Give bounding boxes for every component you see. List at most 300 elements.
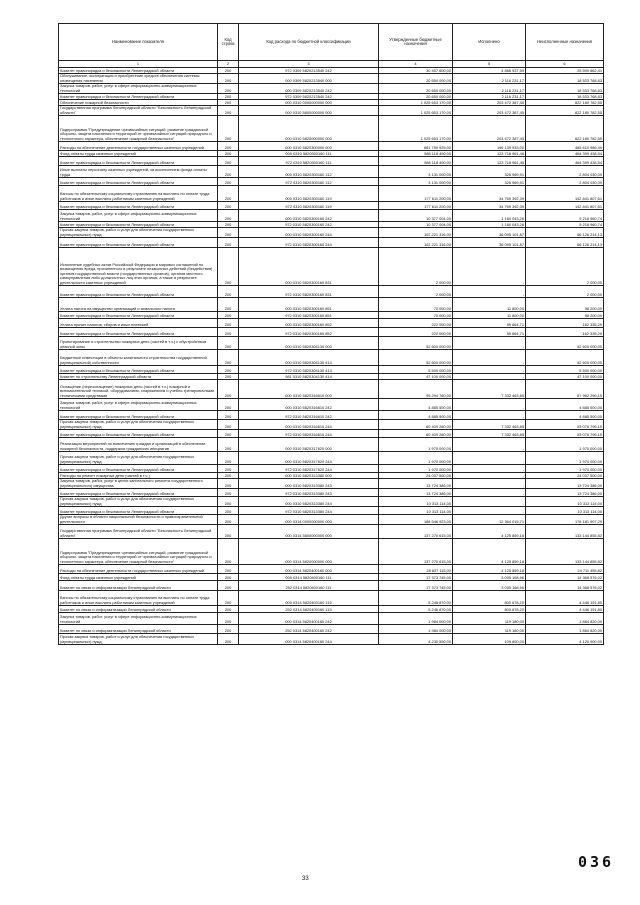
table-row <box>59 366 604 374</box>
column-index: 5 <box>453 61 526 68</box>
row-budget-code: 000 0310 5820313380 244 <box>239 497 379 507</box>
row-executed: 4 125 859,18 <box>453 539 526 565</box>
row-line-code: 200 <box>218 525 239 539</box>
row-line-code: 200 <box>218 399 239 411</box>
row-unexecuted: 142 841 807,61 <box>526 202 604 210</box>
table-row <box>59 186 604 202</box>
row-indicator-name: Подпрограмма "Предупреждение чрезвычайных ситуаций, развитие гражданской обороны, защита населения и территорий от чрезвычайных ситуаций природного и техногенного характера, обеспечение пожарной безопасности" <box>59 539 218 565</box>
row-line-code: 200 <box>218 366 239 374</box>
row-approved: 60 409 260,00 <box>379 430 453 438</box>
column-index-row <box>59 61 604 68</box>
row-unexecuted: 18 533 768,83 <box>526 94 604 100</box>
row-budget-code: 972 0310 5820317620 244 <box>239 465 379 473</box>
row-executed: 123 718 961,46 <box>453 151 526 157</box>
row-indicator-name: Фонд оплаты труда казенных учреждений <box>59 151 218 157</box>
row-executed: 59 664,71 <box>453 319 526 328</box>
row-indicator-name: Оснащение (переоснащение) пожарных депо (частей в т.ч.) пожарной и вспомогательной техникой, оборудованием, снаряжением и учебно-тренировочными техническими средствами <box>59 380 218 399</box>
row-unexecuted: 1 864 820,00 <box>526 613 604 625</box>
row-indicator-name: Комитет правопорядка и безопасности Ленинградской области <box>59 157 218 166</box>
row-indicator-name: Комитет по связи и информатизации Ленинградской области <box>59 581 218 591</box>
table-row <box>59 202 604 210</box>
row-budget-code: 000 0310 5820300160 119 <box>239 186 379 202</box>
row-approved: 2 000,00 <box>379 248 453 286</box>
table-row <box>59 312 604 319</box>
row-approved: 5 246 870,00 <box>379 606 453 613</box>
row-line-code: 200 <box>218 100 239 106</box>
column-index: 2 <box>218 61 239 68</box>
row-executed: 800 678,20 <box>453 591 526 606</box>
row-executed: 119 180,00 <box>453 613 526 625</box>
row-approved: 5 246 870,00 <box>379 591 453 606</box>
row-unexecuted: 47 100 000,00 <box>526 374 604 380</box>
table-row <box>59 479 604 489</box>
row-line-code: 200 <box>218 248 239 286</box>
row-budget-code: 972 0309 5820213540 242 <box>239 94 379 100</box>
row-executed: 203 472 387,45 <box>453 106 526 116</box>
row-budget-code: 972 0310 5820300160 244 <box>239 238 379 248</box>
table-row <box>59 157 604 166</box>
row-unexecuted: 1 864 820,00 <box>526 625 604 634</box>
row-indicator-name: Комитет правопорядка и безопасности Ленинградской области <box>59 489 218 497</box>
row-indicator-name: Обеспечение пожарной безопасности <box>59 100 218 106</box>
row-line-code: 200 <box>218 420 239 430</box>
row-line-code: 200 <box>218 438 239 452</box>
row-indicator-name: Взносы по обязательному социальному страхованию на выплаты по оплате труда работников и иные выплаты работникам казенных учреждений <box>59 591 218 606</box>
column-index: 4 <box>379 61 453 68</box>
row-budget-code: 000 0314 5820400160 000 <box>239 565 379 574</box>
row-unexecuted: 822 180 782,55 <box>526 116 604 142</box>
row-executed: 59 664,71 <box>453 328 526 337</box>
table-row <box>59 438 604 452</box>
row-unexecuted: 18 533 768,83 <box>526 84 604 94</box>
row-indicator-name: Прочая закупка товаров, работ и услуг для обеспечения государственных (муниципальных) нужд <box>59 497 218 507</box>
row-budget-code: 000 0309 5820213540 000 <box>239 74 379 84</box>
row-indicator-name: Закупка товаров, работ, услуг в сфере информационно-коммуникационных технологий <box>59 613 218 625</box>
row-budget-code: 000 0310 5820300160 242 <box>239 210 379 222</box>
table-row <box>59 350 604 366</box>
table-row <box>59 248 604 286</box>
row-line-code: 200 <box>218 374 239 380</box>
row-indicator-name: Комитет правопорядка и безопасности Ленинградской области <box>59 68 218 74</box>
row-executed: 36 095 101,87 <box>453 238 526 248</box>
row-indicator-name: Комитет правопорядка и безопасности Ленинградской области <box>59 366 218 374</box>
row-executed: 2 116 231,17 <box>453 94 526 100</box>
table-row <box>59 84 604 94</box>
table-row <box>59 142 604 151</box>
column-index: 3 <box>239 61 379 68</box>
row-unexecuted: 24 037 500,00 <box>526 473 604 479</box>
row-executed: 203 472 387,45 <box>453 116 526 142</box>
row-indicator-name: Реализация мероприятий по вовлечению граждан и организаций в обеспечение пожарной безопасности, поддержка гражданских инициатив <box>59 438 218 452</box>
row-approved: 47 100 000,00 <box>379 374 453 380</box>
row-line-code: 200 <box>218 94 239 100</box>
row-approved: 28 837 115,00 <box>379 565 453 574</box>
row-executed: - <box>453 337 526 350</box>
row-line-code: 200 <box>218 84 239 94</box>
row-executed: 4 125 859,18 <box>453 525 526 539</box>
row-budget-code: 972 0310 5820313380 244 <box>239 507 379 515</box>
row-budget-code: 972 0310 5820300160 119 <box>239 202 379 210</box>
row-unexecuted: 2 000,00 <box>526 248 604 286</box>
row-approved: 102 221 316,00 <box>379 228 453 238</box>
row-executed: 109 600,00 <box>453 634 526 645</box>
row-unexecuted: 176 181 907,29 <box>526 515 604 525</box>
row-indicator-name: Комитет правопорядка и безопасности Ленинградской области <box>59 94 218 100</box>
row-budget-code: 000 0310 5820300160 244 <box>239 228 379 238</box>
row-unexecuted: 52 600 000,00 <box>526 337 604 350</box>
row-line-code: 200 <box>218 539 239 565</box>
table-row <box>59 286 604 298</box>
row-indicator-name: Государственная программа Ленинградской области "Безопасность Ленинградской области" <box>59 106 218 116</box>
table-row <box>59 319 604 328</box>
row-line-code: 200 <box>218 380 239 399</box>
row-executed: 2 116 231,17 <box>453 74 526 84</box>
row-executed: - <box>453 350 526 366</box>
row-line-code: 200 <box>218 116 239 142</box>
table-row <box>59 606 604 613</box>
row-budget-code: 000 0310 5820300160 112 <box>239 166 379 178</box>
table-row <box>59 94 604 100</box>
row-line-code: 200 <box>218 178 239 186</box>
row-budget-code: 972 0310 5820300160 242 <box>239 222 379 228</box>
row-unexecuted: 9 216 960,74 <box>526 210 604 222</box>
table-row <box>59 380 604 399</box>
row-budget-code: 972 0310 5820316610 244 <box>239 430 379 438</box>
row-approved: 188 546 923,00 <box>379 515 453 525</box>
row-executed: 3 005 168,96 <box>453 581 526 591</box>
row-approved: 10 313 114,00 <box>379 507 453 515</box>
row-budget-code: 000 0314 5820400160 119 <box>239 591 379 606</box>
table-row <box>59 210 604 222</box>
row-executed: - <box>453 452 526 465</box>
row-executed: - <box>453 411 526 420</box>
row-indicator-name: Расходы на обеспечение деятельности государственных казенных учреждений <box>59 565 218 574</box>
row-unexecuted: 10 313 114,00 <box>526 507 604 515</box>
row-budget-code: 000 0310 5820300160 111 <box>239 151 379 157</box>
row-unexecuted: 133 144 855,82 <box>526 525 604 539</box>
row-indicator-name: Уплата прочих налогов, сборов и иных платежей <box>59 319 218 328</box>
table-row <box>59 222 604 228</box>
row-unexecuted: 1 970 000,00 <box>526 438 604 452</box>
row-unexecuted: 133 144 855,82 <box>526 539 604 565</box>
row-indicator-name: Другие вопросы в области национальной безопасности и правоохранительной деятельности <box>59 515 218 525</box>
row-approved: 2 000,00 <box>379 286 453 298</box>
row-approved: 52 600 000,00 <box>379 350 453 366</box>
row-unexecuted: 822 180 782,55 <box>526 106 604 116</box>
row-approved: 20 650 000,00 <box>379 74 453 84</box>
row-approved: 588 118 400,00 <box>379 151 453 157</box>
row-line-code: 200 <box>218 465 239 473</box>
row-indicator-name: Комитет правопорядка и безопасности Ленинградской области <box>59 430 218 438</box>
row-approved: 70 000,00 <box>379 298 453 312</box>
row-budget-code: 000 0310 0000000000 000 <box>239 100 379 106</box>
row-unexecuted: 53 076 796,15 <box>526 430 604 438</box>
row-unexecuted: 4 885 500,00 <box>526 411 604 420</box>
row-executed: 34 769 392,39 <box>453 202 526 210</box>
table-row <box>59 507 604 515</box>
row-budget-code: 000 0310 5820304130 000 <box>239 337 379 350</box>
row-unexecuted: 464 399 438,54 <box>526 151 604 157</box>
row-unexecuted: 822 180 782,55 <box>526 100 604 106</box>
row-indicator-name: Закупка товаров, работ, услуг в целях капитального ремонта государственного (муниципального) имущества <box>59 479 218 489</box>
row-unexecuted: 2 000,00 <box>526 286 604 298</box>
row-approved: 4 885 500,00 <box>379 399 453 411</box>
row-budget-code: 000 0310 5820300160 851 <box>239 298 379 312</box>
row-executed: - <box>453 473 526 479</box>
row-indicator-name: Комитет правопорядка и безопасности Ленинградской области <box>59 238 218 248</box>
row-unexecuted: 25 590 662,41 <box>526 68 604 74</box>
row-budget-code: 000 0314 5820400160 242 <box>239 613 379 625</box>
row-indicator-name: Комитет правопорядка и безопасности Ленинградской области <box>59 202 218 210</box>
row-line-code: 200 <box>218 106 239 116</box>
row-line-code: 200 <box>218 515 239 525</box>
row-indicator-name: Уплата налога на имущество организаций и земельного налога <box>59 298 218 312</box>
row-unexecuted: 18 533 768,83 <box>526 74 604 84</box>
row-budget-code: 000 0310 5820316610 244 <box>239 420 379 430</box>
table-row <box>59 465 604 473</box>
row-executed: 123 718 961,46 <box>453 157 526 166</box>
row-executed: - <box>453 374 526 380</box>
row-budget-code: 000 0310 5820313380 243 <box>239 479 379 489</box>
row-executed: 800 678,20 <box>453 606 526 613</box>
row-budget-code: 000 0314 5820000000 000 <box>239 539 379 565</box>
table-row <box>59 116 604 142</box>
row-executed: 1 160 043,26 <box>453 222 526 228</box>
row-executed: 11 800,00 <box>453 312 526 319</box>
row-line-code: 200 <box>218 350 239 366</box>
row-line-code: 200 <box>218 142 239 151</box>
row-executed: 12 364 015,71 <box>453 515 526 525</box>
row-approved: 1 025 653 170,00 <box>379 100 453 106</box>
column-index: 6 <box>526 61 604 68</box>
row-executed: 4 866 937,59 <box>453 68 526 74</box>
row-executed: 36 095 101,87 <box>453 228 526 238</box>
row-unexecuted: 58 200,00 <box>526 312 604 319</box>
row-unexecuted: 2 804 030,09 <box>526 166 604 178</box>
row-unexecuted: 1 970 000,00 <box>526 452 604 465</box>
table-row <box>59 337 604 350</box>
row-approved: 1 970 000,00 <box>379 438 453 452</box>
row-line-code: 200 <box>218 166 239 178</box>
row-budget-code: 000 0314 0000000000 000 <box>239 515 379 525</box>
row-indicator-name: Расходы на обеспечение деятельности государственных казенных учреждений <box>59 142 218 151</box>
row-unexecuted: 142 841 807,61 <box>526 186 604 202</box>
table-row <box>59 613 604 625</box>
row-executed: 2 116 231,17 <box>453 84 526 94</box>
page-number: 33 <box>302 876 309 882</box>
row-indicator-name: Комитет по строительству Ленинградской области <box>59 374 218 380</box>
row-budget-code: 000 0314 5800000000 000 <box>239 525 379 539</box>
row-indicator-name: Фонд оплаты труда казенных учреждений <box>59 574 218 581</box>
row-indicator-name: Обслуживание, эксплуатация и приобретение средств обеспечения системы оповещения населения <box>59 74 218 84</box>
row-indicator-name: Комитет правопорядка и безопасности Ленинградской области <box>59 411 218 420</box>
row-line-code: 200 <box>218 565 239 574</box>
table-row <box>59 106 604 116</box>
table-row <box>59 625 604 634</box>
row-executed: - <box>453 366 526 374</box>
row-unexecuted: 162 335,29 <box>526 319 604 328</box>
row-line-code: 200 <box>218 157 239 166</box>
table-row <box>59 328 604 337</box>
row-unexecuted: 13 724 386,00 <box>526 479 604 489</box>
row-budget-code: 000 0309 5820213540 242 <box>239 84 379 94</box>
row-unexecuted: 52 600 000,00 <box>526 350 604 366</box>
row-line-code: 200 <box>218 68 239 74</box>
row-indicator-name: Подпрограмма "Предупреждение чрезвычайных ситуаций, развитие гражданской обороны, защита населения и территорий от чрезвычайных ситуаций природного и техногенного характера, обеспечение пожарной безопасности" <box>59 116 218 142</box>
column-index: 1 <box>59 61 218 68</box>
row-indicator-name: Комитет правопорядка и безопасности Ленинградской области <box>59 507 218 515</box>
row-unexecuted: 4 446 191,80 <box>526 606 604 613</box>
row-approved: 17 373 745,00 <box>379 581 453 591</box>
row-unexecuted: 9 216 960,74 <box>526 222 604 228</box>
row-indicator-name: Прочая закупка товаров, работ и услуг для обеспечения государственных (муниципальных) нужд <box>59 228 218 238</box>
header-approved: Утвержденные бюджетные назначения <box>379 24 453 61</box>
report-table <box>58 23 604 645</box>
row-line-code: 200 <box>218 74 239 84</box>
row-line-code: 200 <box>218 574 239 581</box>
row-executed: - <box>453 489 526 497</box>
table-row <box>59 591 604 606</box>
row-budget-code: 000 0314 5820400160 111 <box>239 574 379 581</box>
row-approved: 1 970 000,00 <box>379 465 453 473</box>
row-indicator-name: Комитет правопорядка и безопасности Ленинградской области <box>59 465 218 473</box>
row-executed: 7 332 463,85 <box>453 420 526 430</box>
row-line-code: 200 <box>218 430 239 438</box>
row-executed: 326 969,91 <box>453 166 526 178</box>
table-header <box>59 24 604 68</box>
row-executed: 4 125 859,18 <box>453 565 526 574</box>
row-unexecuted: 13 724 386,00 <box>526 489 604 497</box>
table-row <box>59 581 604 591</box>
row-indicator-name: Закупка товаров, работ, услуг в сфере информационно-коммуникационных технологий <box>59 84 218 94</box>
row-budget-code: 252 0314 5820400160 119 <box>239 606 379 613</box>
row-line-code: 200 <box>218 319 239 328</box>
row-approved: 1 984 000,00 <box>379 613 453 625</box>
table-row <box>59 525 604 539</box>
row-approved: 177 611 200,00 <box>379 202 453 210</box>
row-approved: 222 000,00 <box>379 319 453 328</box>
row-approved: 588 118 400,00 <box>379 157 453 166</box>
table-body <box>59 68 604 645</box>
header-indicator-name: Наименование показателя <box>59 24 218 61</box>
row-budget-code: 972 0310 5820313380 243 <box>239 489 379 497</box>
header-unexecuted: Неисполненные назначения <box>526 24 604 61</box>
row-unexecuted: 66 126 214,13 <box>526 238 604 248</box>
row-unexecuted: 14 368 576,02 <box>526 574 604 581</box>
row-approved: 177 611 200,00 <box>379 186 453 202</box>
row-approved: 13 724 386,00 <box>379 479 453 489</box>
row-executed: 3 005 168,96 <box>453 574 526 581</box>
row-approved: 20 650 000,00 <box>379 84 453 94</box>
row-indicator-name: Комитет правопорядка и безопасности Ленинградской области <box>59 222 218 228</box>
row-budget-code: 000 0310 5820317620 244 <box>239 452 379 465</box>
row-approved: 95 294 760,00 <box>379 380 453 399</box>
row-indicator-name: Комитет правопорядка и безопасности Ленинградской области <box>59 328 218 337</box>
header-executed: Исполнено <box>453 24 526 61</box>
row-unexecuted: 14 368 576,02 <box>526 581 604 591</box>
row-budget-code: 000 0310 5800000000 000 <box>239 106 379 116</box>
row-unexecuted: 66 126 214,13 <box>526 228 604 238</box>
row-approved: 4 885 500,00 <box>379 411 453 420</box>
row-line-code: 200 <box>218 634 239 645</box>
row-approved: 20 650 000,00 <box>379 94 453 100</box>
table-row <box>59 166 604 178</box>
row-approved: 222 000,00 <box>379 328 453 337</box>
table-row <box>59 565 604 574</box>
row-budget-code: 972 0310 5820300160 831 <box>239 286 379 298</box>
table-row <box>59 420 604 430</box>
row-unexecuted: 162 335,29 <box>526 328 604 337</box>
table-row <box>59 298 604 312</box>
row-budget-code: 972 0310 5820300160 111 <box>239 157 379 166</box>
row-budget-code: 972 0310 5820300160 852 <box>239 328 379 337</box>
row-line-code: 200 <box>218 298 239 312</box>
row-line-code: 200 <box>218 186 239 202</box>
table-row <box>59 74 604 84</box>
row-approved: 1 025 653 170,00 <box>379 106 453 116</box>
row-executed: - <box>453 248 526 286</box>
row-line-code: 200 <box>218 507 239 515</box>
row-executed: - <box>453 507 526 515</box>
table-row <box>59 68 604 74</box>
row-budget-code: 252 0314 5820400160 111 <box>239 581 379 591</box>
row-executed: - <box>453 286 526 298</box>
row-indicator-name: Прочая закупка товаров, работ и услуг для обеспечения государственных (муниципальных) нужд <box>59 452 218 465</box>
row-line-code: 200 <box>218 479 239 489</box>
row-unexecuted: 4 120 900,00 <box>526 634 604 645</box>
row-line-code: 200 <box>218 606 239 613</box>
row-budget-code: 972 0310 5820304130 414 <box>239 366 379 374</box>
row-line-code: 200 <box>218 625 239 634</box>
row-unexecuted: 5 500 000,00 <box>526 366 604 374</box>
header-budget-code: Код расхода по бюджетной классификации <box>239 24 379 61</box>
row-unexecuted: 4 885 500,00 <box>526 399 604 411</box>
table-row <box>59 634 604 645</box>
row-executed: 119 180,00 <box>453 625 526 634</box>
row-indicator-name: Комитет правопорядка и безопасности Ленинградской области <box>59 178 218 186</box>
row-line-code: 200 <box>218 151 239 157</box>
row-approved: 52 600 000,00 <box>379 337 453 350</box>
row-approved: 3 131 000,00 <box>379 178 453 186</box>
row-budget-code: 972 0310 5820300160 112 <box>239 178 379 186</box>
row-unexecuted: 2 804 030,09 <box>526 178 604 186</box>
row-unexecuted: 58 200,00 <box>526 298 604 312</box>
row-budget-code: 000 0310 5820300160 831 <box>239 248 379 286</box>
row-approved: 1 970 000,00 <box>379 452 453 465</box>
row-approved: 102 221 316,00 <box>379 238 453 248</box>
row-executed: - <box>453 399 526 411</box>
row-line-code: 200 <box>218 497 239 507</box>
row-approved: 137 270 615,00 <box>379 525 453 539</box>
row-executed: 34 769 392,39 <box>453 186 526 202</box>
row-approved: 10 377 004,00 <box>379 210 453 222</box>
row-line-code: 200 <box>218 591 239 606</box>
table-row <box>59 411 604 420</box>
row-approved: 10 313 114,00 <box>379 497 453 507</box>
row-approved: 13 724 386,00 <box>379 489 453 497</box>
table-row <box>59 178 604 186</box>
row-approved: 24 037 500,00 <box>379 473 453 479</box>
row-line-code: 200 <box>218 411 239 420</box>
row-indicator-name: Государственная программа Ленинградской области "Безопасность Ленинградской области" <box>59 525 218 539</box>
row-line-code: 200 <box>218 202 239 210</box>
row-budget-code: 972 0309 5820213540 242 <box>239 68 379 74</box>
table-row <box>59 489 604 497</box>
row-line-code: 200 <box>218 581 239 591</box>
row-budget-code: 000 0310 5820317620 000 <box>239 438 379 452</box>
row-unexecuted: 24 711 455,82 <box>526 565 604 574</box>
row-indicator-name: Проектирование и строительство пожарных депо (частей в т.ч.) с обустройством опасной зоны <box>59 337 218 350</box>
